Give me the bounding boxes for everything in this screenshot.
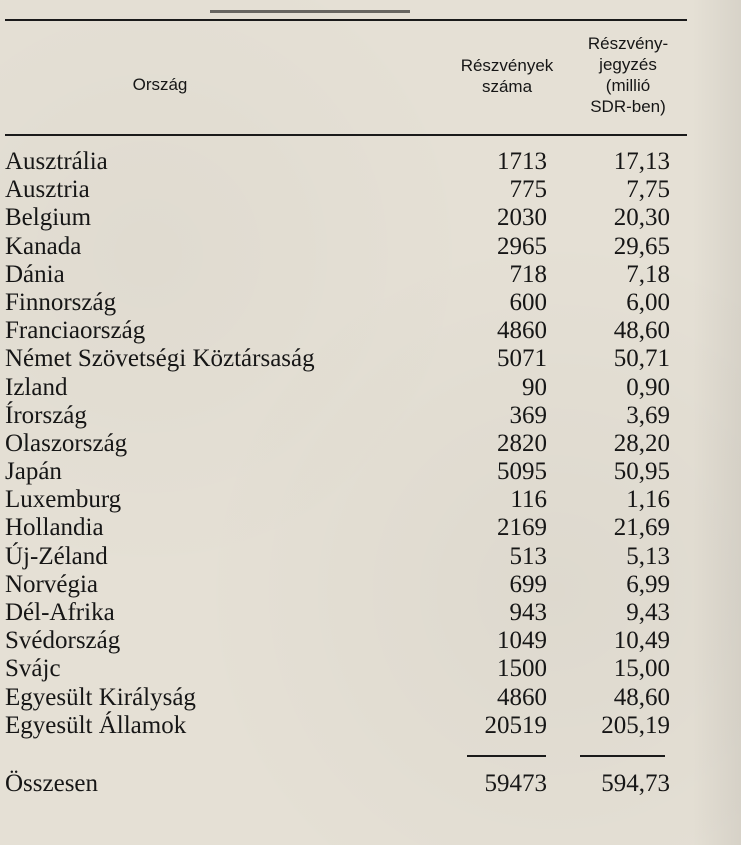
table-row bbox=[5, 514, 695, 542]
country-name: Hollandia bbox=[5, 514, 104, 542]
total-label: Összesen bbox=[5, 770, 99, 797]
country-name: Kanada bbox=[5, 232, 82, 260]
table-row bbox=[5, 176, 695, 204]
share-count: 2030 bbox=[497, 204, 547, 232]
country-name: Német Szövetségi Köztársaság bbox=[5, 345, 315, 373]
table-row bbox=[5, 289, 695, 317]
share-count: 20519 bbox=[484, 711, 547, 739]
country-name: Norvégia bbox=[5, 570, 99, 598]
country-name: Ausztria bbox=[5, 176, 90, 204]
subscription-amount: 1,16 bbox=[626, 486, 670, 514]
country-name: Ausztrália bbox=[5, 148, 108, 175]
table-row bbox=[5, 374, 695, 402]
table-row bbox=[5, 543, 695, 571]
share-count: 4860 bbox=[497, 317, 547, 345]
country-name: Dánia bbox=[5, 260, 65, 288]
country-name: Egyesült Államok bbox=[5, 711, 187, 739]
subscription-amount: 7,75 bbox=[626, 176, 670, 204]
sum-rule-amount bbox=[580, 755, 665, 757]
share-count: 1049 bbox=[497, 627, 547, 655]
country-name: Olaszország bbox=[5, 429, 128, 457]
country-name: Egyesült Királyság bbox=[5, 683, 196, 711]
share-count: 90 bbox=[522, 373, 547, 401]
table-row bbox=[5, 317, 695, 345]
subscription-amount: 5,13 bbox=[626, 542, 670, 570]
table-row bbox=[5, 486, 695, 514]
share-count: 775 bbox=[509, 176, 547, 204]
share-count: 513 bbox=[509, 542, 547, 570]
country-name: Svédország bbox=[5, 627, 121, 655]
subscription-amount: 48,60 bbox=[613, 317, 670, 345]
table-row bbox=[5, 571, 695, 599]
country-name: Belgium bbox=[5, 204, 92, 232]
share-count: 600 bbox=[509, 288, 547, 316]
share-count: 4860 bbox=[497, 683, 547, 711]
table-row bbox=[5, 627, 695, 655]
share-count: 718 bbox=[509, 260, 547, 288]
subscription-amount: 6,00 bbox=[626, 288, 670, 316]
table-row bbox=[5, 345, 695, 373]
table-row bbox=[5, 402, 695, 430]
share-count: 2169 bbox=[497, 514, 547, 542]
subscription-amount: 50,71 bbox=[613, 345, 670, 373]
subscription-amount: 10,49 bbox=[613, 627, 670, 655]
column-header-shares: Részvények száma bbox=[460, 56, 554, 96]
table-row bbox=[5, 655, 695, 683]
table-row bbox=[5, 148, 695, 176]
country-name: Új-Zéland bbox=[5, 542, 108, 570]
total-shares: 59473 bbox=[484, 770, 547, 797]
table-row bbox=[5, 458, 695, 486]
table-row bbox=[5, 684, 695, 712]
subscription-amount: 9,43 bbox=[626, 599, 670, 626]
table-row bbox=[5, 233, 695, 261]
country-name: Franciaország bbox=[5, 317, 146, 345]
share-count: 943 bbox=[509, 599, 547, 626]
table-row bbox=[5, 430, 695, 458]
share-count: 2820 bbox=[497, 429, 547, 457]
table-total-row bbox=[5, 770, 695, 800]
share-count: 1500 bbox=[497, 655, 547, 683]
subscription-amount: 28,20 bbox=[613, 429, 670, 457]
share-count: 116 bbox=[510, 486, 547, 514]
subscription-amount: 6,99 bbox=[626, 570, 670, 598]
total-amount: 594,73 bbox=[601, 770, 670, 797]
subscription-amount: 205,19 bbox=[601, 711, 670, 739]
subscription-amount: 29,65 bbox=[613, 232, 670, 260]
column-header-amount: Részvény- jegyzés (millió SDR-ben) bbox=[587, 34, 669, 116]
subscription-amount: 20,30 bbox=[613, 204, 670, 232]
bleed-through-rule bbox=[210, 0, 410, 13]
table-body bbox=[5, 148, 695, 740]
country-name: Dél-Afrika bbox=[5, 599, 115, 626]
column-header-country: Ország bbox=[132, 75, 188, 94]
country-name: Finnország bbox=[5, 288, 117, 316]
subscription-amount: 17,13 bbox=[613, 148, 670, 175]
subscription-amount: 21,69 bbox=[613, 514, 670, 542]
country-name: Izland bbox=[5, 373, 68, 401]
subscription-amount: 50,95 bbox=[613, 458, 670, 486]
table-header-rule bbox=[5, 134, 687, 136]
country-name: Írország bbox=[5, 401, 87, 429]
country-name: Svájc bbox=[5, 655, 61, 683]
table-row bbox=[5, 261, 695, 289]
table-row bbox=[5, 599, 695, 627]
share-count: 2965 bbox=[497, 232, 547, 260]
page-edge-shadow bbox=[692, 0, 741, 845]
country-name: Japán bbox=[5, 458, 62, 486]
share-count: 699 bbox=[509, 570, 547, 598]
table-row bbox=[5, 204, 695, 232]
table-row bbox=[5, 712, 695, 740]
share-count: 1713 bbox=[497, 148, 547, 175]
share-count: 5095 bbox=[497, 458, 547, 486]
subscription-amount: 0,90 bbox=[626, 373, 670, 401]
sum-rule-shares bbox=[467, 755, 546, 757]
subscription-amount: 48,60 bbox=[613, 683, 670, 711]
subscription-amount: 7,18 bbox=[626, 260, 670, 288]
table-top-rule bbox=[5, 19, 687, 21]
subscription-amount: 3,69 bbox=[626, 401, 670, 429]
share-count: 5071 bbox=[497, 345, 547, 373]
share-count: 369 bbox=[509, 401, 547, 429]
subscription-amount: 15,00 bbox=[613, 655, 670, 683]
country-name: Luxemburg bbox=[5, 486, 122, 514]
